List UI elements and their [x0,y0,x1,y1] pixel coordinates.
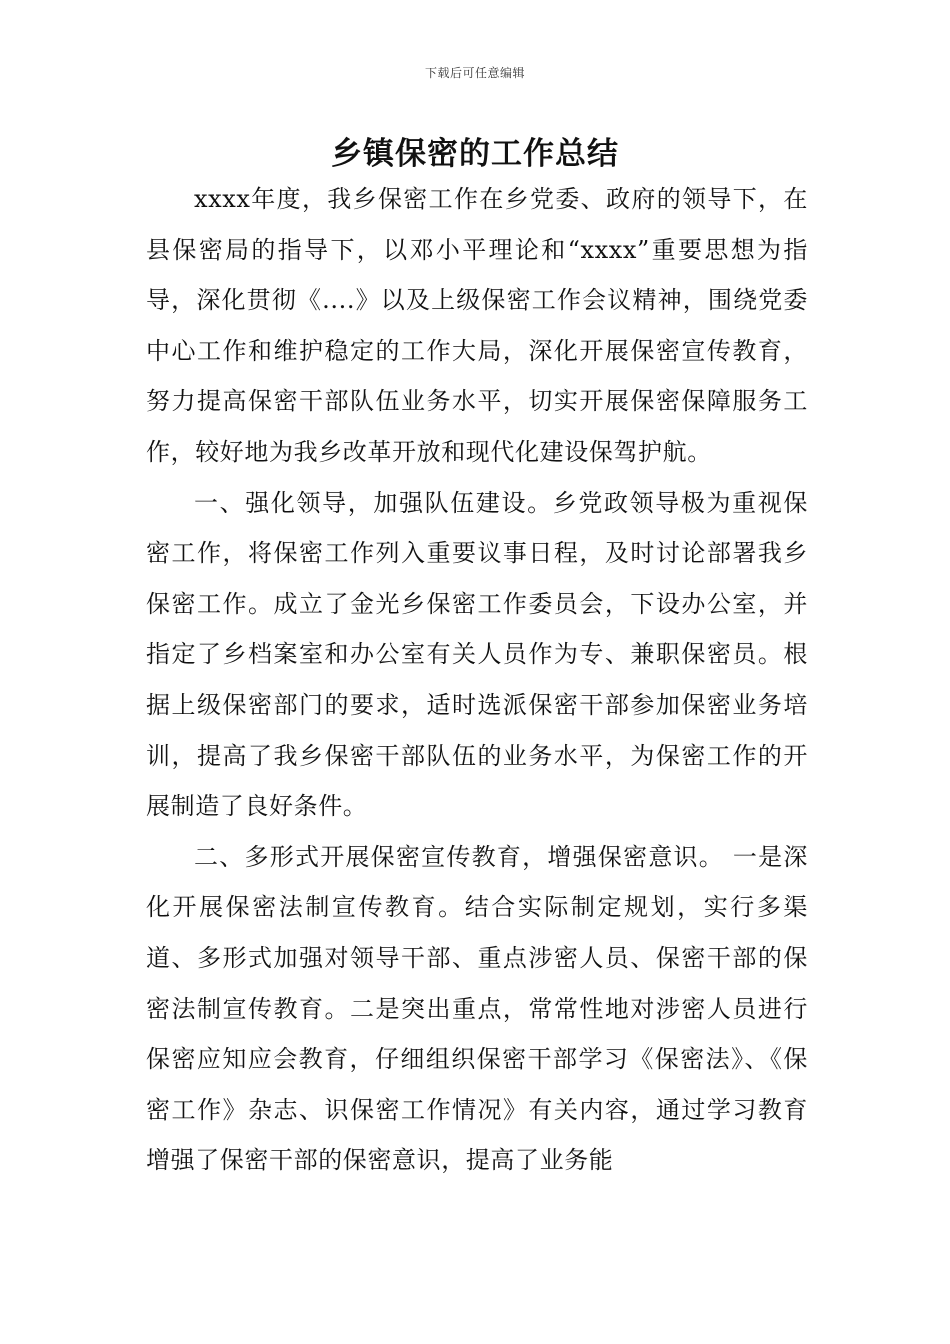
paragraph-section-1: 一、强化领导，加强队伍建设。乡党政领导极为重视保密工作，将保密工作列入重要议事日程，及时讨论部署我乡保密工作。成立了金光乡保密工作委员会，下设办公室，并指定了乡档案室和办公室有关人员作为专、兼职保密员。根据上级保密部门的要求，适时选派保密干部参加保密业务培训，提高了我乡保密干部队伍的业务水平，为保密工作的开展制造了良好条件。 [146,488,808,821]
document-body [146,174,808,1186]
document-title: 乡镇保密的工作总结 [331,136,619,172]
paragraph-intro: xxxx年度，我乡保密工作在乡党委、政府的领导下，在县保密局的指导下，以邓小平理论和“xxxx”重要思想为指导，深化贯彻《....》以及上级保密工作会议精神，围绕党委中心工作和维护稳定的工作大局，深化开展保密宣传教育，努力提高保密干部队伍业务水平，切实开展保密保障服务工作，较好地为我乡改革开放和现代化建设保驾护航。 [146,185,808,466]
header-note: 下载后可任意编辑 [424,66,525,80]
paragraph-section-2: 二、多形式开展保密宣传教育，增强保密意识。 一是深化开展保密法制宣传教育。结合实际制定规划，实行多渠道、多形式加强对领导干部、重点涉密人员、保密干部的保密法制宣传教育。二是突出重点，常常性地对涉密人员进行保密应知应会教育，仔细组织保密干部学习《保密法》、《保密工作》杂志、识保密工作情况》有关内容，通过学习教育增强了保密干部的保密意识，提高了业务能 [146,842,808,1175]
